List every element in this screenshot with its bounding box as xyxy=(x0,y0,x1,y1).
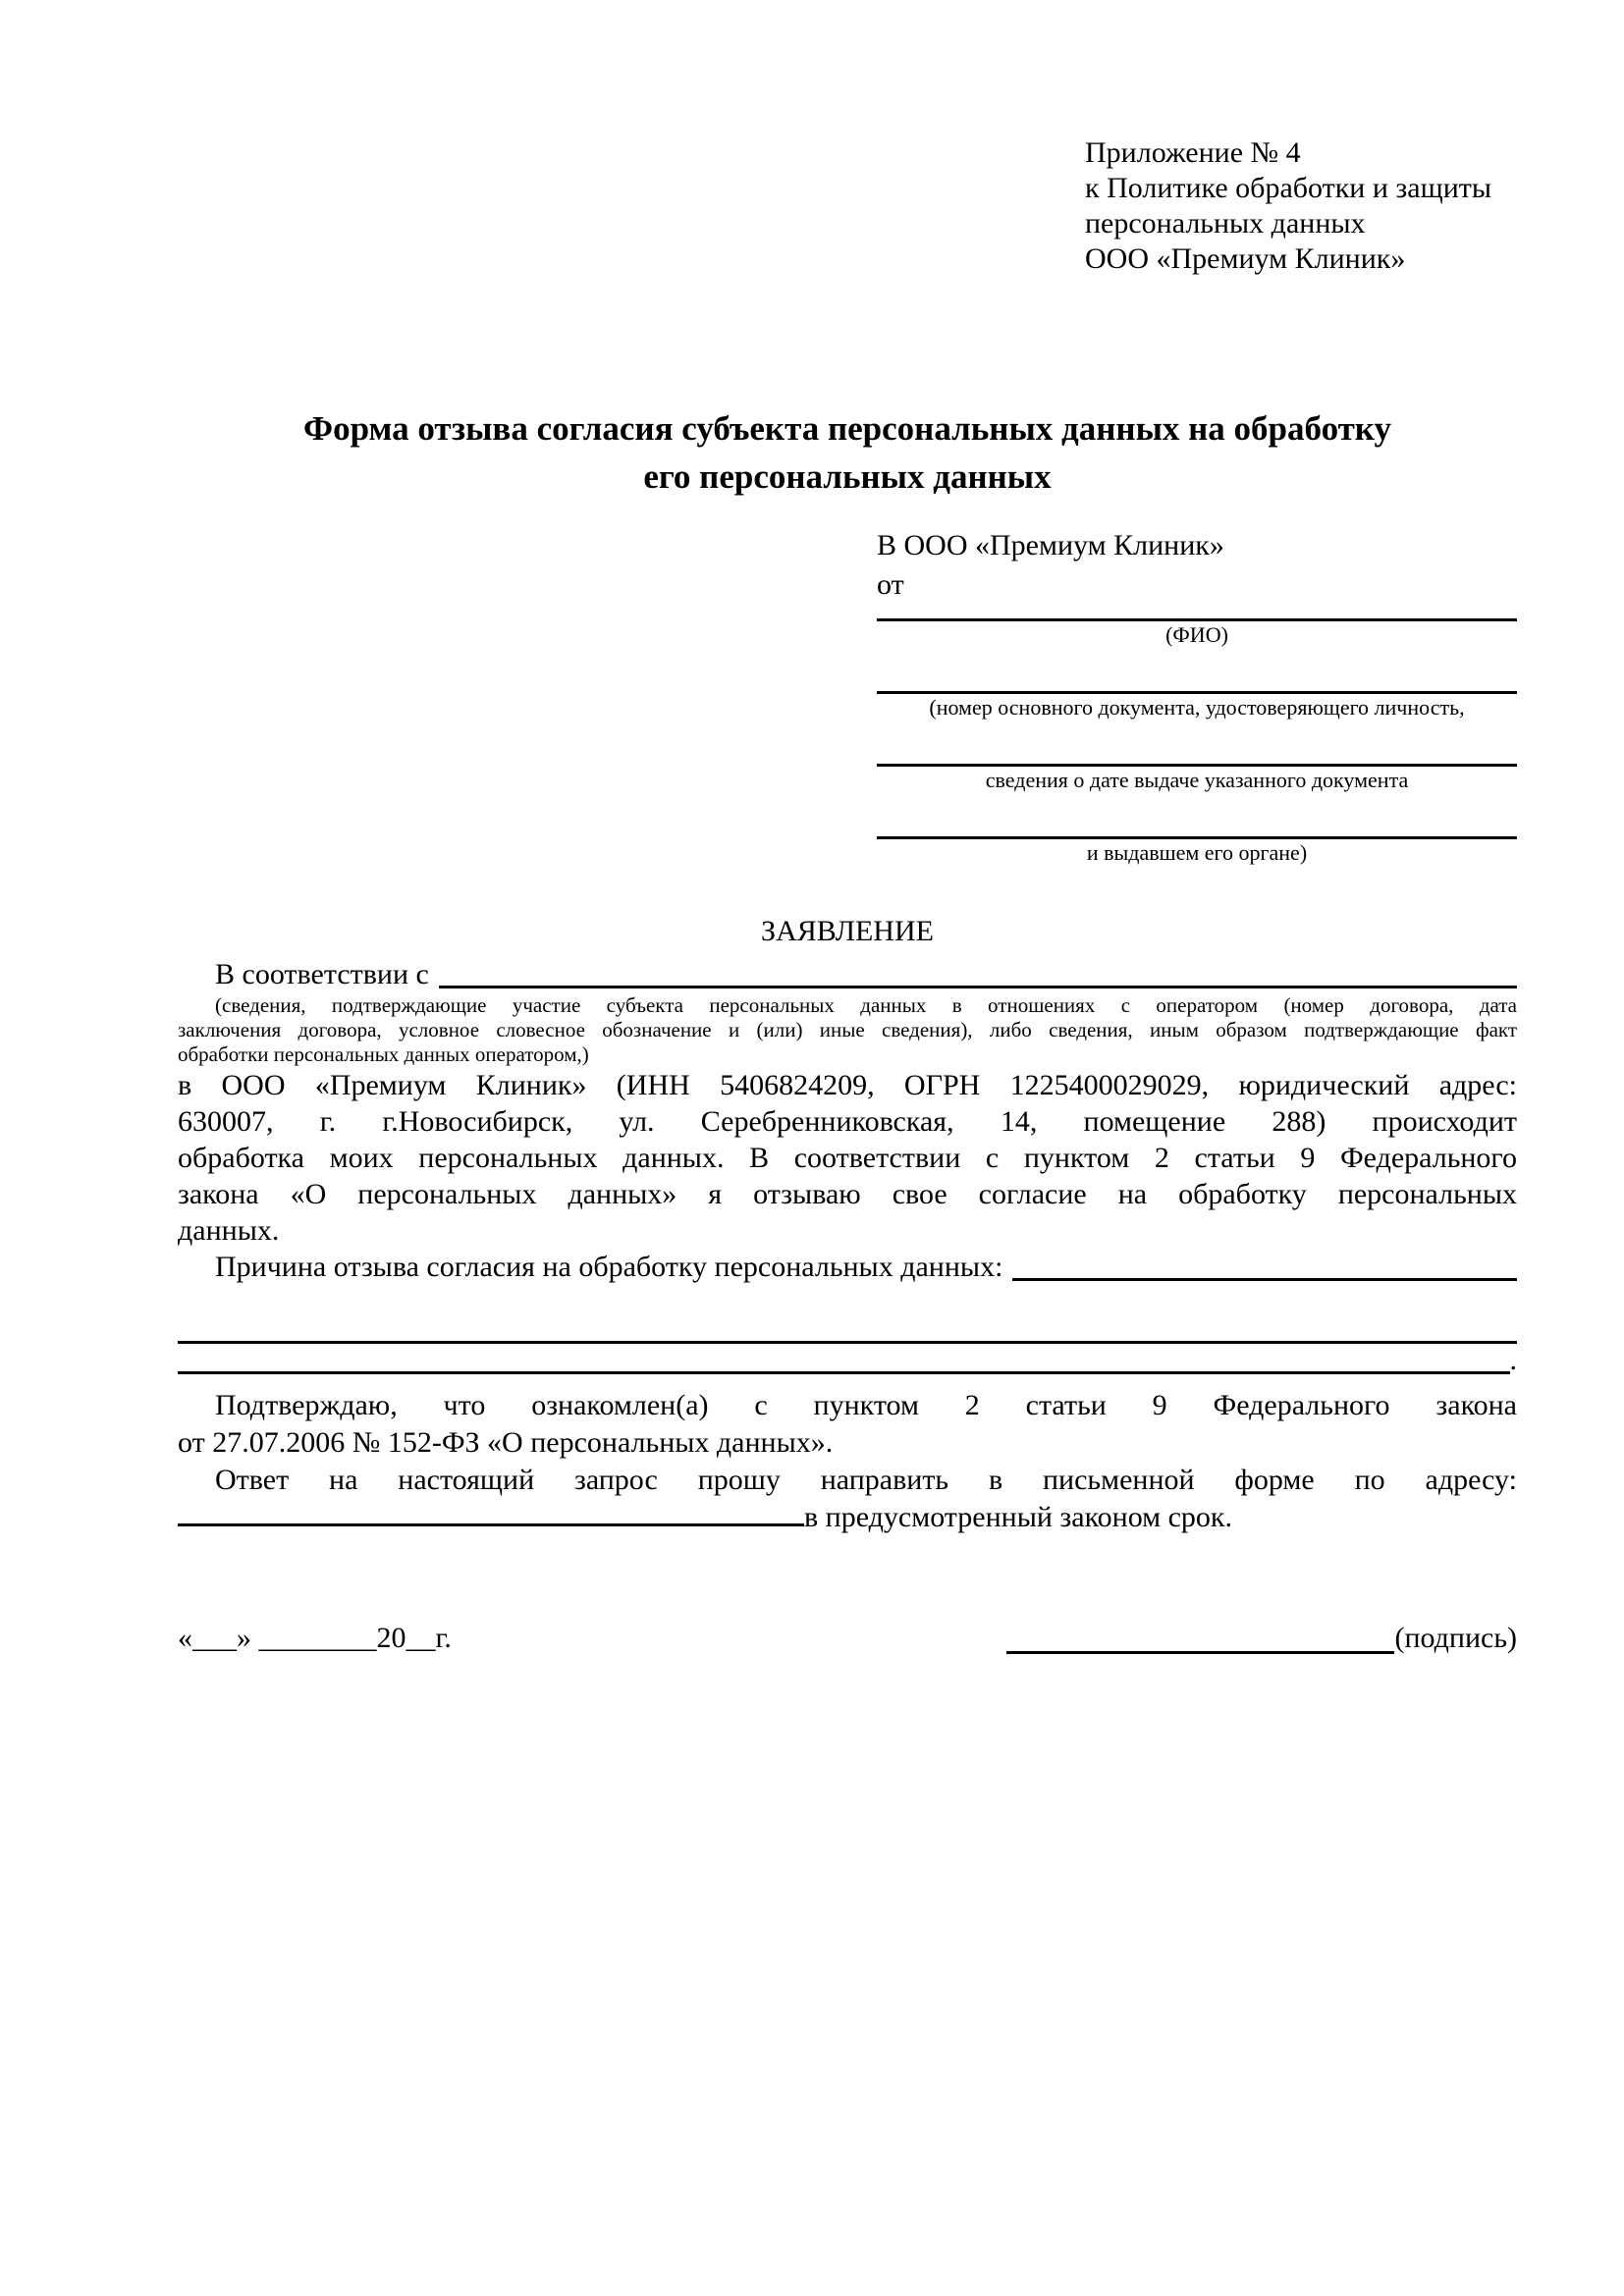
appendix-header-line-1: Приложение № 4 xyxy=(1085,136,1301,169)
reply-line-1: Ответ на настоящий запрос прошу направить в письменной форме по адресу: xyxy=(215,1464,1517,1496)
signature-caption: (подпись) xyxy=(1394,1622,1517,1654)
body-line-3: обработка моих персональных данных. В соответствии с пунктом 2 статьи 9 Федерального xyxy=(178,1142,1517,1174)
reason-blank-line-3 xyxy=(178,1371,1510,1374)
addressee-from-label: от xyxy=(877,568,904,601)
document-number-caption: (номер основного документа, удостоверяющего личность, xyxy=(929,695,1465,720)
statement-heading: ЗАЯВЛЕНИЕ xyxy=(761,915,934,947)
reply-tail: в предусмотренный законом срок. xyxy=(804,1501,1232,1533)
appendix-header-line-2: к Политике обработки и защиты xyxy=(1085,172,1492,204)
appendix-header-line-4: ООО «Премиум Клиник» xyxy=(1085,242,1406,275)
footnote-line-1: (сведения, подтверждающие участие субъекта персональных данных в отношениях с оператором (номер договора, дата xyxy=(215,993,1517,1017)
signature-group xyxy=(1006,1619,1517,1658)
confirmation-line-1: Подтверждаю, что ознакомлен(а) с пунктом 2 статьи 9 Федерального закона xyxy=(215,1389,1517,1421)
body-line-5: данных. xyxy=(178,1214,280,1247)
intro-blank-line xyxy=(439,986,1517,988)
reply-address-blank-line xyxy=(178,1502,804,1526)
fio-blank-line xyxy=(877,605,1517,621)
reply-line-2 xyxy=(178,1499,1517,1536)
appendix-header-line-3: персональных данных xyxy=(1085,207,1366,240)
confirmation-paragraph xyxy=(178,1387,1517,1462)
reason-row xyxy=(178,1249,1517,1286)
intro-row xyxy=(178,956,1517,993)
document-title xyxy=(178,404,1517,501)
confirmation-line-2: от 27.07.2006 № 152-ФЗ «О персональных данных». xyxy=(178,1426,834,1459)
reason-period: . xyxy=(1509,1344,1517,1376)
footnote xyxy=(178,993,1517,1067)
fio-caption: (ФИО) xyxy=(1165,622,1228,647)
document-title-line-2: его персональных данных xyxy=(643,457,1052,496)
reason-blank-line-2 xyxy=(178,1286,1517,1344)
footnote-line-2: заключения договора, условное словесное обозначение и (или) иные сведения), либо сведения, иным образом подтверждающие факт xyxy=(178,1018,1517,1041)
addressee-block xyxy=(877,526,1517,866)
intro-label: В соответствии с xyxy=(215,958,429,990)
addressee-to: В ООО «Премиум Клиник» xyxy=(877,529,1224,561)
issue-date-caption: сведения о дате выдаче указанного документа xyxy=(985,768,1409,792)
document-title-line-1: Форма отзыва согласия субъекта персональных данных на обработку xyxy=(303,409,1391,448)
footnote-line-3: обработки персональных данных оператором,) xyxy=(178,1042,589,1066)
appendix-header xyxy=(1085,135,1517,277)
reason-blank-line xyxy=(1012,1278,1517,1281)
reason-blank-line-3-row xyxy=(178,1344,1517,1377)
date-line: «___» ________20__г. xyxy=(178,1622,452,1654)
body-line-2: 630007, г. г.Новосибирск, ул. Серебренниковская, 14, помещение 288) происходит xyxy=(178,1105,1517,1138)
reply-paragraph xyxy=(178,1462,1517,1536)
footer-row xyxy=(178,1619,1517,1658)
body-paragraph xyxy=(178,1067,1517,1249)
reason-label: Причина отзыва согласия на обработку персональных данных: xyxy=(215,1251,1003,1283)
body-line-1: в ООО «Премиум Клиник» (ИНН 5406824209, ОГРН 1225400029029, юридический адрес: xyxy=(178,1069,1517,1101)
issuing-authority-caption: и выдавшем его органе) xyxy=(1086,840,1308,865)
signature-blank-line xyxy=(1006,1626,1394,1654)
body-line-4: закона «О персональных данных» я отзываю свое согласие на обработку персональных xyxy=(178,1178,1517,1210)
